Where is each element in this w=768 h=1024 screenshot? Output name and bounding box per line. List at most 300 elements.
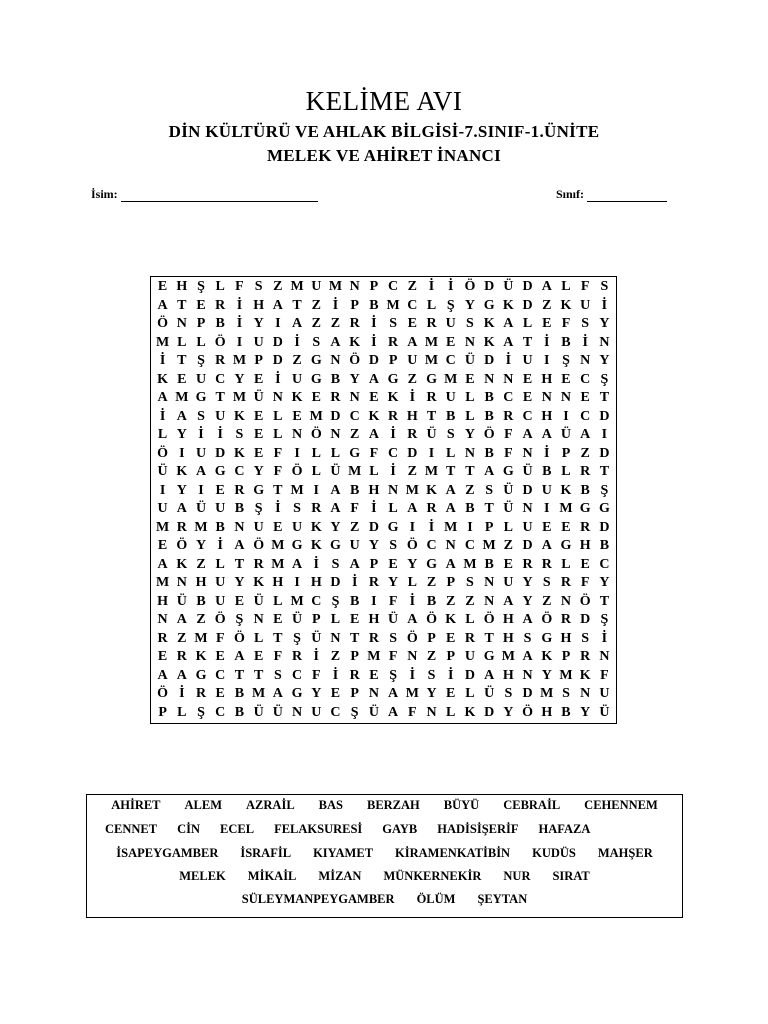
grid-letter[interactable]: A	[157, 667, 168, 683]
grid-letter[interactable]: N	[330, 427, 341, 443]
grid-letter[interactable]: C	[388, 279, 399, 295]
grid-letter[interactable]: N	[349, 390, 360, 406]
grid-letter[interactable]: İ	[351, 575, 358, 591]
grid-letter[interactable]: R	[157, 630, 168, 646]
grid-letter[interactable]: D	[484, 704, 495, 720]
grid-letter[interactable]: H	[406, 408, 418, 424]
grid-letter[interactable]: U	[349, 538, 360, 554]
grid-letter[interactable]: A	[445, 556, 456, 572]
grid-letter[interactable]: M	[155, 519, 170, 535]
grid-letter[interactable]: Ş	[350, 704, 359, 720]
grid-letter[interactable]: R	[234, 482, 245, 498]
grid-letter[interactable]: E	[522, 390, 533, 406]
grid-letter[interactable]: Y	[368, 538, 379, 554]
grid-letter[interactable]: K	[310, 519, 322, 535]
grid-letter[interactable]: T	[273, 630, 283, 646]
grid-letter[interactable]: A	[541, 538, 552, 554]
grid-letter[interactable]: E	[196, 297, 206, 313]
grid-letter[interactable]: L	[177, 334, 187, 350]
grid-letter[interactable]: N	[541, 390, 552, 406]
grid-letter[interactable]: B	[196, 593, 206, 609]
grid-letter[interactable]: Y	[330, 519, 341, 535]
grid-letter[interactable]: F	[408, 704, 417, 720]
grid-letter[interactable]: Ü	[253, 704, 264, 720]
grid-letter[interactable]: F	[600, 667, 609, 683]
grid-letter[interactable]: Y	[253, 316, 264, 332]
grid-letter[interactable]: İ	[217, 538, 223, 554]
grid-letter[interactable]: K	[387, 390, 399, 406]
grid-letter[interactable]: Z	[330, 316, 341, 332]
grid-letter[interactable]: A	[195, 464, 207, 480]
grid-letter[interactable]: S	[504, 686, 513, 702]
grid-letter[interactable]: N	[176, 575, 187, 591]
grid-letter[interactable]: D	[522, 297, 533, 313]
grid-letter[interactable]: H	[502, 667, 514, 683]
grid-letter[interactable]: K	[368, 408, 380, 424]
grid-letter[interactable]: İ	[582, 334, 588, 350]
grid-letter[interactable]: I	[198, 482, 204, 498]
grid-letter[interactable]: Ş	[197, 353, 205, 369]
grid-letter[interactable]: C	[215, 704, 226, 720]
grid-letter[interactable]: U	[464, 649, 475, 665]
grid-letter[interactable]: A	[388, 704, 399, 720]
grid-letter[interactable]: L	[330, 612, 341, 628]
grid-letter[interactable]: M	[232, 353, 247, 369]
grid-letter[interactable]: Ş	[254, 501, 263, 517]
grid-letter[interactable]: G	[291, 538, 303, 554]
grid-letter[interactable]: T	[465, 464, 475, 480]
grid-letter[interactable]: T	[522, 334, 533, 350]
grid-letter[interactable]: T	[484, 501, 494, 517]
grid-letter[interactable]: İ	[601, 630, 608, 646]
grid-letter[interactable]: D	[330, 575, 341, 591]
grid-letter[interactable]: H	[541, 408, 553, 424]
grid-letter[interactable]: R	[368, 630, 379, 646]
grid-letter[interactable]: R	[580, 519, 591, 535]
grid-letter[interactable]: I	[275, 316, 281, 332]
grid-letter[interactable]: K	[464, 704, 476, 720]
grid-letter[interactable]: N	[291, 704, 303, 720]
grid-letter[interactable]: D	[522, 686, 533, 702]
grid-letter[interactable]: U	[445, 316, 456, 332]
grid-letter[interactable]: K	[502, 297, 514, 313]
grid-letter[interactable]: Ö	[579, 593, 591, 609]
grid-letter[interactable]: B	[599, 538, 610, 554]
grid-letter[interactable]: B	[350, 482, 360, 498]
grid-letter[interactable]: B	[234, 686, 245, 702]
grid-letter[interactable]: Y	[580, 704, 591, 720]
grid-letter[interactable]: F	[311, 667, 321, 683]
grid-letter[interactable]: Ü	[368, 704, 379, 720]
grid-letter[interactable]: Ş	[197, 704, 205, 720]
grid-letter[interactable]: A	[330, 501, 341, 517]
grid-letter[interactable]: C	[407, 297, 418, 313]
grid-letter[interactable]: D	[484, 353, 495, 369]
grid-letter[interactable]: İ	[409, 667, 416, 683]
grid-letter[interactable]: M	[232, 390, 247, 406]
name-blank-line[interactable]	[121, 190, 318, 202]
grid-letter[interactable]: T	[273, 482, 283, 498]
grid-letter[interactable]: R	[291, 649, 303, 665]
grid-letter[interactable]: F	[273, 649, 283, 665]
grid-letter[interactable]: R	[215, 353, 226, 369]
grid-letter[interactable]: A	[349, 556, 360, 572]
grid-letter[interactable]: A	[157, 390, 168, 406]
grid-letter[interactable]: R	[503, 408, 514, 424]
grid-letter[interactable]: C	[349, 408, 360, 424]
grid-letter[interactable]: G	[291, 686, 303, 702]
grid-letter[interactable]: N	[503, 371, 514, 387]
grid-letter[interactable]: F	[580, 279, 590, 295]
grid-letter[interactable]: Z	[446, 593, 456, 609]
grid-letter[interactable]: I	[236, 334, 243, 350]
grid-letter[interactable]: U	[253, 519, 264, 535]
grid-letter[interactable]: C	[522, 408, 533, 424]
grid-letter[interactable]: R	[560, 575, 572, 591]
grid-letter[interactable]: T	[426, 408, 437, 424]
grid-letter[interactable]: B	[234, 501, 245, 517]
grid-letter[interactable]: S	[331, 556, 340, 572]
grid-letter[interactable]: M	[348, 464, 362, 480]
grid-letter[interactable]: P	[388, 353, 398, 369]
class-blank-line[interactable]	[587, 190, 667, 202]
grid-letter[interactable]: C	[464, 538, 475, 554]
grid-letter[interactable]: L	[253, 630, 264, 646]
grid-letter[interactable]: Ü	[195, 501, 207, 517]
grid-letter[interactable]: İ	[371, 334, 377, 350]
grid-letter[interactable]: M	[559, 667, 573, 683]
grid-letter[interactable]: U	[215, 575, 226, 591]
grid-letter[interactable]: A	[330, 482, 341, 498]
grid-letter[interactable]: H	[195, 575, 207, 591]
grid-letter[interactable]: E	[561, 519, 571, 535]
grid-letter[interactable]: Ö	[291, 464, 303, 480]
grid-letter[interactable]: İ	[198, 427, 204, 443]
grid-letter[interactable]: D	[215, 445, 226, 461]
grid-letter[interactable]: C	[445, 353, 456, 369]
grid-letter[interactable]: D	[522, 482, 533, 498]
grid-letter[interactable]: Ü	[522, 464, 533, 480]
grid-letter[interactable]: K	[157, 371, 169, 387]
grid-letter[interactable]: B	[446, 408, 456, 424]
grid-letter[interactable]: Ü	[599, 704, 610, 720]
grid-letter[interactable]: P	[158, 704, 167, 720]
grid-letter[interactable]: İ	[179, 686, 185, 702]
grid-letter[interactable]: K	[233, 408, 245, 424]
grid-letter[interactable]: B	[580, 482, 590, 498]
grid-letter[interactable]: Z	[273, 279, 283, 295]
grid-letter[interactable]: N	[522, 667, 533, 683]
grid-letter[interactable]: U	[522, 353, 533, 369]
grid-letter[interactable]: K	[310, 538, 322, 554]
grid-letter[interactable]: M	[290, 279, 304, 295]
grid-letter[interactable]: İ	[294, 334, 300, 350]
grid-letter[interactable]: D	[522, 279, 533, 295]
grid-letter[interactable]: Ö	[176, 538, 188, 554]
grid-letter[interactable]: K	[579, 667, 591, 683]
grid-letter[interactable]: Ş	[600, 371, 609, 387]
name-field[interactable]	[91, 187, 318, 202]
grid-letter[interactable]: I	[409, 519, 416, 535]
grid-letter[interactable]: F	[580, 575, 590, 591]
grid-letter[interactable]: N	[272, 390, 283, 406]
grid-letter[interactable]: F	[504, 427, 513, 443]
grid-letter[interactable]: F	[350, 501, 359, 517]
grid-letter[interactable]: A	[503, 334, 514, 350]
grid-letter[interactable]: G	[330, 538, 341, 554]
grid-letter[interactable]: I	[371, 593, 377, 609]
grid-letter[interactable]: A	[234, 649, 245, 665]
grid-letter[interactable]: Z	[196, 612, 206, 628]
grid-letter[interactable]: A	[330, 334, 341, 350]
grid-letter[interactable]: S	[485, 482, 494, 498]
grid-letter[interactable]: Z	[330, 649, 341, 665]
grid-letter[interactable]: A	[157, 297, 168, 313]
grid-letter[interactable]: E	[215, 686, 225, 702]
grid-letter[interactable]: A	[234, 538, 245, 554]
grid-letter[interactable]: E	[503, 556, 514, 572]
grid-letter[interactable]: Ş	[235, 612, 244, 628]
grid-letter[interactable]: U	[291, 371, 303, 387]
grid-letter[interactable]: E	[388, 556, 398, 572]
grid-letter[interactable]: R	[253, 556, 264, 572]
grid-letter[interactable]: Y	[195, 538, 207, 554]
grid-letter[interactable]: Ö	[483, 612, 495, 628]
grid-letter[interactable]: Ö	[157, 316, 169, 332]
grid-letter[interactable]: Ü	[484, 686, 495, 702]
grid-letter[interactable]: Z	[407, 371, 417, 387]
grid-letter[interactable]: G	[483, 297, 495, 313]
grid-letter[interactable]: U	[253, 334, 264, 350]
grid-letter[interactable]: E	[311, 390, 321, 406]
grid-letter[interactable]: Ö	[349, 353, 361, 369]
grid-letter[interactable]: G	[195, 667, 207, 683]
grid-letter[interactable]: S	[581, 316, 590, 332]
grid-letter[interactable]: Y	[176, 482, 187, 498]
grid-letter[interactable]: B	[542, 464, 552, 480]
grid-letter[interactable]: Z	[426, 575, 437, 591]
grid-letter[interactable]: E	[253, 408, 264, 424]
grid-letter[interactable]: H	[541, 704, 553, 720]
grid-letter[interactable]: S	[389, 316, 397, 332]
grid-letter[interactable]: A	[484, 464, 495, 480]
grid-letter[interactable]: H	[560, 630, 572, 646]
grid-letter[interactable]: Ö	[214, 612, 226, 628]
grid-letter[interactable]: R	[541, 556, 552, 572]
grid-letter[interactable]: L	[215, 556, 225, 572]
grid-letter[interactable]: N	[253, 612, 264, 628]
grid-letter[interactable]: E	[273, 612, 283, 628]
grid-letter[interactable]: S	[293, 501, 301, 517]
grid-letter[interactable]: A	[176, 612, 187, 628]
grid-letter[interactable]: Z	[542, 297, 552, 313]
grid-letter[interactable]: E	[215, 649, 225, 665]
grid-letter[interactable]: N	[580, 686, 591, 702]
grid-letter[interactable]: D	[407, 445, 418, 461]
grid-letter[interactable]: N	[599, 649, 610, 665]
grid-letter[interactable]: U	[599, 686, 610, 702]
grid-letter[interactable]: A	[368, 427, 379, 443]
grid-letter[interactable]: Z	[196, 556, 206, 572]
grid-letter[interactable]: I	[294, 575, 300, 591]
grid-letter[interactable]: L	[311, 464, 321, 480]
grid-letter[interactable]: A	[368, 371, 379, 387]
grid-letter[interactable]: C	[503, 390, 514, 406]
grid-letter[interactable]: S	[581, 630, 590, 646]
grid-letter[interactable]: U	[580, 297, 591, 313]
grid-letter[interactable]: H	[310, 575, 322, 591]
grid-letter[interactable]: T	[350, 630, 360, 646]
grid-letter[interactable]: R	[407, 427, 418, 443]
grid-letter[interactable]: K	[253, 575, 265, 591]
grid-letter[interactable]: A	[541, 427, 552, 443]
grid-letter[interactable]: Ö	[157, 686, 169, 702]
grid-letter[interactable]: M	[290, 593, 304, 609]
grid-letter[interactable]: C	[330, 704, 341, 720]
grid-letter[interactable]: G	[195, 390, 207, 406]
grid-letter[interactable]: U	[215, 408, 226, 424]
grid-letter[interactable]: G	[310, 371, 322, 387]
grid-letter[interactable]: R	[426, 316, 437, 332]
grid-letter[interactable]: Ö	[310, 427, 322, 443]
grid-letter[interactable]: R	[426, 390, 437, 406]
grid-letter[interactable]: M	[194, 630, 208, 646]
grid-letter[interactable]: K	[176, 464, 188, 480]
grid-letter[interactable]: C	[215, 667, 226, 683]
grid-letter[interactable]: T	[177, 297, 187, 313]
grid-letter[interactable]: D	[522, 538, 533, 554]
grid-letter[interactable]: U	[407, 353, 418, 369]
grid-letter[interactable]: G	[502, 464, 514, 480]
grid-letter[interactable]: E	[157, 538, 168, 554]
grid-letter[interactable]: U	[157, 501, 168, 517]
grid-letter[interactable]: M	[424, 353, 439, 369]
grid-letter[interactable]: N	[388, 482, 399, 498]
grid-letter[interactable]: İ	[275, 501, 281, 517]
grid-letter[interactable]: S	[312, 334, 321, 350]
grid-letter[interactable]: R	[522, 556, 533, 572]
grid-letter[interactable]: Z	[311, 297, 321, 313]
grid-letter[interactable]: M	[405, 686, 419, 702]
grid-letter[interactable]: I	[428, 445, 435, 461]
grid-letter[interactable]: B	[465, 501, 475, 517]
grid-letter[interactable]: U	[522, 519, 533, 535]
grid-letter[interactable]: E	[234, 593, 245, 609]
grid-letter[interactable]: B	[234, 704, 245, 720]
grid-letter[interactable]: R	[176, 649, 187, 665]
grid-letter[interactable]: T	[177, 353, 187, 369]
grid-letter[interactable]: F	[215, 630, 225, 646]
grid-letter[interactable]: Z	[177, 630, 187, 646]
grid-letter[interactable]: E	[542, 519, 552, 535]
grid-letter[interactable]: M	[194, 519, 208, 535]
grid-letter[interactable]: R	[330, 390, 341, 406]
grid-letter[interactable]: A	[484, 667, 495, 683]
grid-letter[interactable]: R	[580, 464, 591, 480]
grid-letter[interactable]: E	[446, 630, 456, 646]
grid-letter[interactable]: D	[464, 667, 475, 683]
grid-letter[interactable]: A	[272, 686, 283, 702]
grid-letter[interactable]: G	[253, 482, 265, 498]
grid-letter[interactable]: L	[465, 612, 475, 628]
grid-letter[interactable]: B	[484, 390, 494, 406]
grid-letter[interactable]: H	[541, 371, 553, 387]
grid-letter[interactable]: K	[195, 649, 207, 665]
grid-letter[interactable]: H	[368, 482, 380, 498]
grid-letter[interactable]: E	[522, 371, 533, 387]
grid-letter[interactable]: Ş	[293, 630, 301, 646]
grid-letter[interactable]: G	[387, 371, 399, 387]
grid-letter[interactable]: G	[598, 501, 610, 517]
grid-letter[interactable]: B	[561, 334, 571, 350]
grid-letter[interactable]: B	[369, 297, 379, 313]
grid-letter[interactable]: Z	[292, 353, 302, 369]
grid-letter[interactable]: P	[427, 630, 436, 646]
grid-letter[interactable]: Z	[350, 427, 360, 443]
grid-letter[interactable]: Y	[426, 686, 437, 702]
grid-letter[interactable]: Y	[311, 686, 322, 702]
grid-letter[interactable]: A	[272, 297, 283, 313]
grid-letter[interactable]: L	[503, 519, 514, 535]
grid-letter[interactable]: İ	[448, 279, 454, 295]
grid-letter[interactable]: K	[176, 556, 188, 572]
grid-letter[interactable]: L	[273, 408, 283, 424]
grid-letter[interactable]: I	[601, 427, 608, 443]
grid-letter[interactable]: N	[157, 612, 168, 628]
grid-letter[interactable]: M	[175, 390, 189, 406]
grid-letter[interactable]: N	[580, 353, 591, 369]
grid-letter[interactable]: İ	[428, 519, 435, 535]
grid-letter[interactable]: P	[196, 316, 206, 332]
grid-letter[interactable]: F	[273, 464, 283, 480]
grid-letter[interactable]: Ü	[503, 279, 514, 295]
grid-letter[interactable]: Ü	[311, 630, 322, 646]
grid-letter[interactable]: Z	[503, 538, 514, 554]
grid-letter[interactable]: Ö	[253, 538, 265, 554]
grid-letter[interactable]: Ö	[406, 630, 418, 646]
grid-letter[interactable]: P	[350, 649, 359, 665]
grid-letter[interactable]: P	[561, 649, 571, 665]
grid-letter[interactable]: B	[561, 704, 571, 720]
grid-letter[interactable]: M	[444, 371, 458, 387]
grid-letter[interactable]: A	[522, 649, 533, 665]
grid-letter[interactable]: G	[560, 538, 572, 554]
grid-letter[interactable]: A	[157, 556, 168, 572]
grid-letter[interactable]: Ü	[176, 593, 187, 609]
grid-letter[interactable]: Y	[503, 704, 514, 720]
grid-letter[interactable]: D	[272, 334, 283, 350]
grid-letter[interactable]: K	[349, 334, 361, 350]
grid-letter[interactable]: T	[215, 390, 225, 406]
grid-letter[interactable]: İ	[236, 297, 243, 313]
grid-letter[interactable]: T	[484, 630, 494, 646]
grid-letter[interactable]: C	[234, 464, 245, 480]
grid-letter[interactable]: F	[369, 445, 379, 461]
grid-letter[interactable]: Ö	[157, 445, 169, 461]
grid-letter[interactable]: İ	[544, 445, 550, 461]
grid-letter[interactable]: M	[155, 575, 170, 591]
grid-letter[interactable]: Ü	[157, 464, 168, 480]
grid-letter[interactable]: Ü	[560, 427, 572, 443]
grid-letter[interactable]: S	[273, 667, 282, 683]
grid-letter[interactable]: Ş	[600, 612, 609, 628]
grid-letter[interactable]: Y	[522, 575, 533, 591]
grid-letter[interactable]: A	[407, 612, 418, 628]
grid-letter[interactable]: E	[369, 390, 379, 406]
grid-letter[interactable]: U	[215, 593, 226, 609]
grid-letter[interactable]: M	[424, 464, 439, 480]
grid-letter[interactable]: L	[561, 556, 571, 572]
